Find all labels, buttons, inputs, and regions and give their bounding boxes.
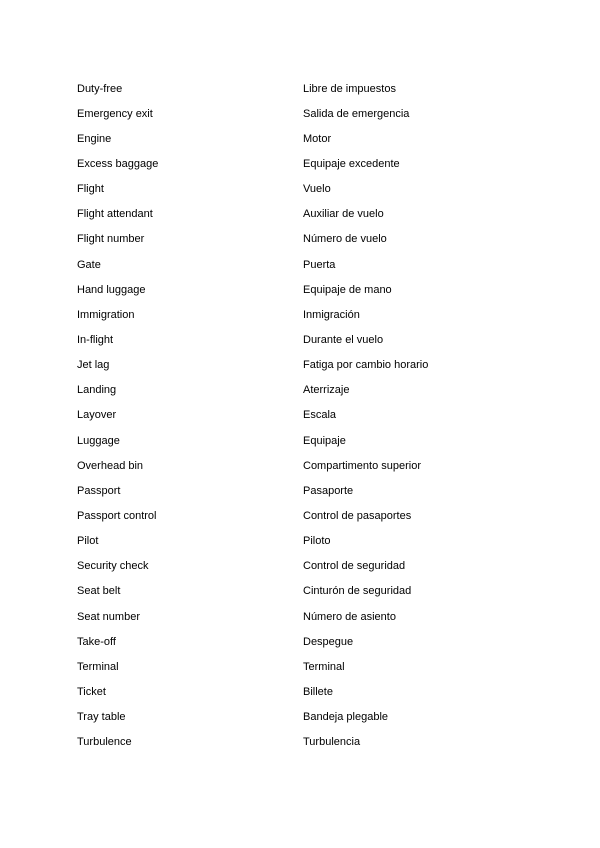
spanish-term: Inmigración [303,308,360,321]
spanish-term: Turbulencia [303,736,361,749]
vocab-row [77,353,537,378]
vocab-row [77,126,537,151]
english-term: Terminal [77,660,119,673]
spanish-term: Puerta [303,258,336,271]
spanish-term: Durante el vuelo [303,333,384,346]
spanish-term: Control de seguridad [303,560,406,573]
spanish-term: Equipaje excedente [303,157,400,170]
english-term: Passport [77,484,121,497]
english-term: Seat number [77,610,140,623]
english-term: Immigration [77,308,135,321]
english-term: Turbulence [77,736,132,749]
vocab-row [77,252,537,277]
english-term: Take-off [77,635,116,648]
vocab-row [77,177,537,202]
english-term: Seat belt [77,585,121,598]
english-term: Hand luggage [77,283,146,296]
vocab-row [77,378,537,403]
english-term: Overhead bin [77,459,144,472]
spanish-term: Auxiliar de vuelo [303,208,384,221]
english-term: Gate [77,258,101,271]
spanish-term: Terminal [303,660,345,673]
vocab-row [77,478,537,503]
spanish-term: Equipaje [303,434,346,447]
vocab-row [77,403,537,428]
vocab-row [77,101,537,126]
english-term: Layover [77,409,117,422]
vocab-row [77,503,537,528]
spanish-term: Bandeja plegable [303,711,389,724]
english-term: Excess baggage [77,157,159,170]
english-term: Flight [77,183,104,196]
english-term: Security check [77,560,149,573]
vocab-row [77,277,537,302]
vocab-row [77,453,537,478]
spanish-term: Compartimento superior [303,459,421,472]
english-term: Pilot [77,535,99,548]
english-term: Duty-free [77,82,123,95]
vocab-row [77,705,537,730]
spanish-term: Pasaporte [303,484,354,497]
spanish-term: Billete [303,685,333,698]
vocab-row [77,302,537,327]
spanish-term: Número de vuelo [303,233,387,246]
vocabulary-list [77,76,537,755]
vocab-row [77,227,537,252]
english-term: Engine [77,132,112,145]
english-term: Jet lag [77,359,110,372]
english-term: Emergency exit [77,107,153,120]
vocab-row [77,579,537,604]
spanish-term: Escala [303,409,337,422]
english-term: Tray table [77,711,126,724]
spanish-term: Vuelo [303,183,331,196]
spanish-term: Aterrizaje [303,384,350,397]
english-term: Ticket [77,685,106,698]
english-term: In-flight [77,333,114,346]
spanish-term: Motor [303,132,332,145]
vocab-row [77,76,537,101]
vocab-row [77,604,537,629]
vocab-row [77,151,537,176]
spanish-term: Piloto [303,535,331,548]
vocab-row [77,730,537,755]
vocab-row [77,679,537,704]
vocab-row [77,554,537,579]
spanish-term: Salida de emergencia [303,107,410,120]
spanish-term: Cinturón de seguridad [303,585,412,598]
english-term: Flight number [77,233,145,246]
vocab-row [77,629,537,654]
vocab-row [77,327,537,352]
spanish-term: Equipaje de mano [303,283,392,296]
spanish-term: Despegue [303,635,354,648]
english-term: Passport control [77,509,157,522]
spanish-term: Fatiga por cambio horario [303,359,429,372]
english-term: Landing [77,384,117,397]
spanish-term: Número de asiento [303,610,396,623]
spanish-term: Libre de impuestos [303,82,396,95]
vocab-row [77,654,537,679]
vocab-row [77,529,537,554]
vocab-row [77,428,537,453]
english-term: Flight attendant [77,208,153,221]
vocab-row [77,202,537,227]
english-term: Luggage [77,434,120,447]
spanish-term: Control de pasaportes [303,509,412,522]
